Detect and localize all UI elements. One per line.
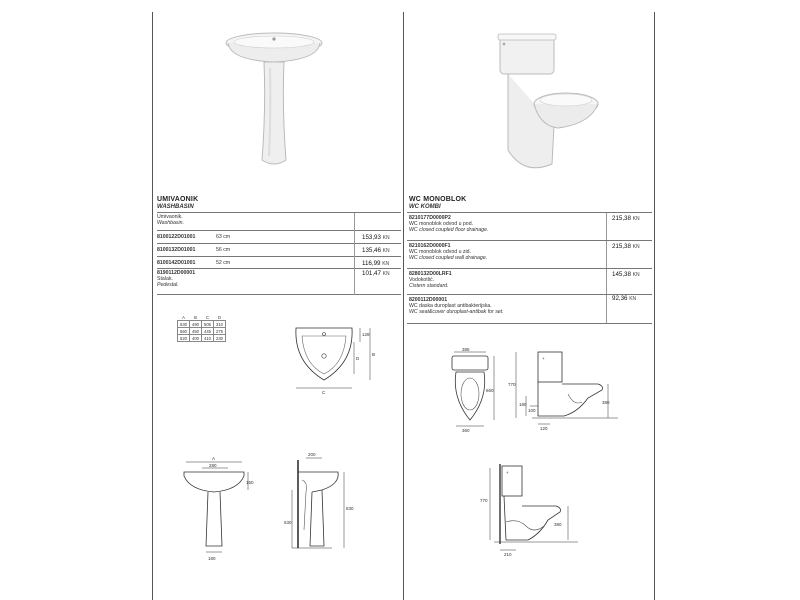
price-value: 215,38 [612, 215, 631, 222]
washbasin-title: UMIVAONIK [157, 196, 199, 203]
washbasin-intro-en: Washbasin. [157, 220, 185, 227]
product-price [362, 247, 390, 254]
dim-label-180: 180 [208, 556, 216, 561]
item-en: Cistern standard. [409, 283, 449, 290]
row-rule [157, 268, 401, 269]
price-unit: KN [382, 248, 390, 254]
washbasin-side-drawing [282, 450, 362, 560]
product-size: 52 cm [216, 260, 231, 266]
row-rule [157, 230, 401, 231]
product-code: 8210162D0000F1 [409, 243, 451, 249]
wc-photo [494, 30, 604, 180]
wc-title: WC MONOBLOK [409, 196, 467, 203]
wc-subtitle: WC KOMBI [409, 204, 441, 210]
wc-side-drawing-wall [478, 460, 588, 558]
price-unit: KN [632, 272, 640, 278]
washbasin-top-drawing [290, 322, 380, 398]
price-value: 116,99 [362, 260, 381, 267]
product-size: 56 cm [216, 247, 231, 253]
product-price [612, 271, 640, 278]
price-unit: KN [629, 296, 637, 302]
price-value: 145,38 [612, 271, 631, 278]
dim-label-530: 530 [284, 520, 292, 525]
dim-label-128: 128 [362, 332, 370, 337]
svg-text:+: + [506, 470, 509, 475]
row-rule [157, 256, 401, 257]
dim-label-360: 360 [462, 428, 470, 433]
dim-cell: 630 [178, 321, 190, 328]
dim-label-280: 280 [209, 463, 217, 468]
dim-header: C [205, 314, 210, 320]
price-unit: KN [382, 261, 390, 267]
row-rule [407, 323, 652, 324]
center-divider [403, 12, 404, 600]
dim-cell: 310 [214, 321, 226, 328]
washbasin-header-rule [157, 212, 401, 213]
wc-item-text [409, 243, 487, 262]
dim-label-380b: 380 [554, 522, 562, 527]
wc-item-text [409, 297, 504, 316]
item-hr: WC monoblok odvod u zid. [409, 249, 471, 256]
wc-item-text [409, 215, 488, 234]
product-price [612, 243, 640, 250]
product-code: 8100132D01001 [157, 247, 196, 253]
dim-cell: 410 [202, 335, 214, 342]
wc-item-text [409, 271, 452, 290]
dim-cell: 275 [214, 328, 226, 335]
price-value: 215,38 [612, 243, 631, 250]
item-en: WC closed coupled wall drainage. [409, 255, 488, 262]
dim-label-385: 385 [462, 347, 470, 352]
dim-header: D [217, 314, 222, 320]
product-code: 8190112D00001 [157, 270, 196, 276]
dim-cell: 230 [214, 335, 226, 342]
dim-label-c: C [322, 390, 326, 395]
price-value: 101,47 [362, 270, 381, 277]
item-hr: WC monoblok odvod u pod. [409, 221, 474, 228]
price-value: 92,36 [612, 295, 628, 302]
dim-cell: 490 [190, 321, 202, 328]
product-code: 8200112D00001 [409, 297, 448, 303]
washbasin-intro [157, 214, 347, 226]
pedestal-hr: Stalak. [157, 276, 173, 283]
item-hr: WC daska duroplast antibakterijska. [409, 303, 492, 310]
dim-header: B [194, 314, 197, 320]
price-value: 135,46 [362, 247, 381, 254]
dim-label-770b: 770 [480, 498, 488, 503]
wc-side-drawing-floor [508, 346, 628, 432]
price-column-divider [354, 213, 355, 295]
washbasin-photo [222, 28, 332, 178]
price-unit: KN [632, 216, 640, 222]
right-border [654, 12, 655, 600]
dimension-table [177, 314, 226, 342]
dim-label-210: 210 [504, 552, 512, 557]
product-price [362, 260, 389, 267]
product-code: 8280132D00LRF1 [409, 271, 452, 277]
item-en: WC closed coupled floor drainage. [409, 227, 489, 234]
washbasin-intro-hr: Umivaonik. [157, 214, 183, 220]
dim-cell: 400 [190, 335, 202, 342]
dim-label-b: B [372, 352, 376, 357]
product-price [362, 270, 390, 277]
washbasin-subtitle: WASHBASIN [157, 204, 194, 210]
dim-label-180: 180 [519, 402, 527, 407]
product-size: 63 cm [216, 234, 231, 240]
dim-header: A [182, 314, 185, 320]
price-unit: KN [382, 271, 390, 277]
washbasin-front-drawing [180, 452, 260, 562]
dim-label-120: 120 [540, 426, 548, 431]
item-en: WC seat&cover duroplast-antibak for set. [409, 309, 504, 316]
dim-label-d: D [356, 356, 360, 361]
wc-top-drawing [446, 346, 502, 432]
dim-label-830: 830 [346, 506, 354, 511]
row-rule [157, 243, 401, 244]
item-hr: Vodokotlić. [409, 277, 435, 284]
price-value: 153,93 [362, 234, 381, 241]
dim-cell: 450 [190, 328, 202, 335]
left-border [152, 12, 153, 600]
price-unit: KN [382, 235, 390, 241]
dim-label-380: 380 [602, 400, 610, 405]
dim-cell: 505 [202, 321, 214, 328]
product-price [362, 234, 390, 241]
product-price [612, 295, 636, 302]
dim-label-a: A [212, 456, 216, 461]
product-price [612, 215, 640, 222]
dim-label-770: 770 [508, 382, 516, 387]
dim-cell: 560 [178, 328, 190, 335]
wc-header-rule [407, 212, 652, 213]
dim-label-100: 100 [528, 408, 536, 413]
svg-text:+: + [542, 356, 545, 361]
dim-label-200: 200 [308, 452, 316, 457]
row-rule [407, 240, 652, 241]
dim-cell: 520 [178, 335, 190, 342]
dim-cell: 445 [202, 328, 214, 335]
pedestal-en: Pedestal. [157, 282, 179, 289]
product-code: 8100122D01001 [157, 234, 196, 240]
price-unit: KN [632, 244, 640, 250]
pedestal-text [157, 270, 195, 289]
row-rule [407, 268, 652, 269]
dim-label-660: 660 [486, 388, 494, 393]
dim-label-150: 150 [246, 480, 254, 485]
product-code: 8210177D0000P2 [409, 215, 451, 221]
product-code: 8100142D01001 [157, 260, 196, 266]
row-rule [157, 294, 401, 295]
